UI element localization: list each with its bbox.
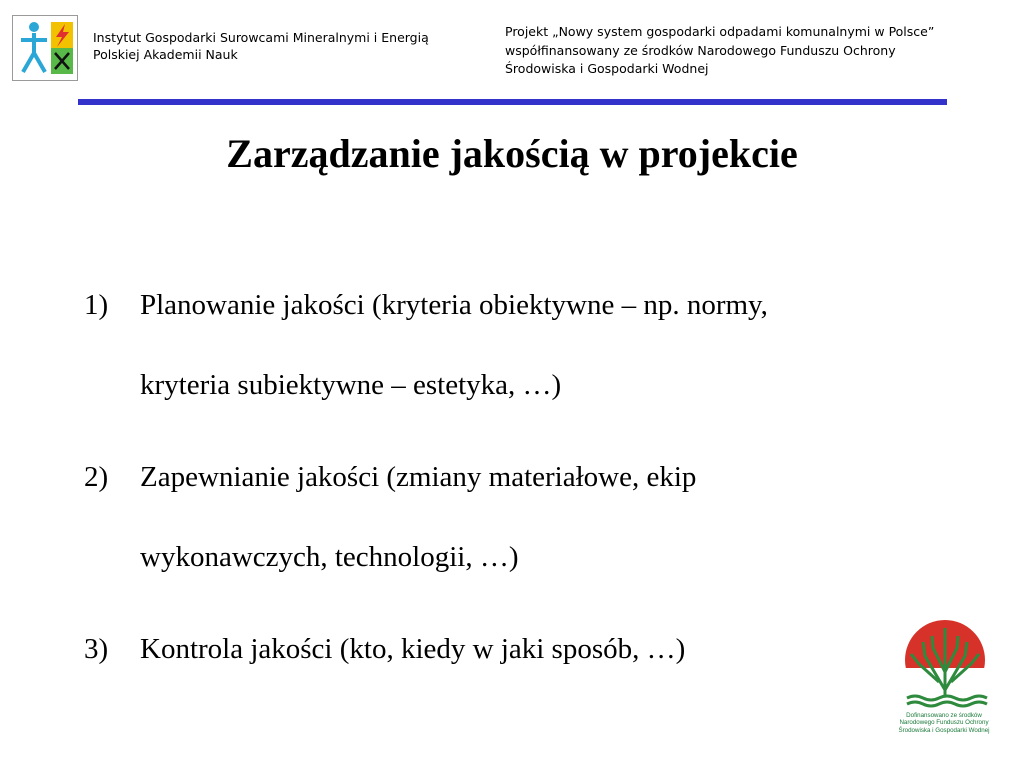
project-info-line3: Środowiska i Gospodarki Wodnej xyxy=(505,61,709,76)
list-item xyxy=(84,265,914,425)
institute-name-line1: Instytut Gospodarki Surowcami Mineralnymi i Energią xyxy=(93,30,429,45)
list-item xyxy=(84,609,914,689)
list-item-text-line1: Planowanie jakości (kryteria obiektywne – np. normy, xyxy=(140,289,768,321)
list-item-text-line1: Zapewnianie jakości (zmiany materiałowe, ekip xyxy=(140,461,697,493)
header-divider xyxy=(78,99,947,105)
quality-list xyxy=(84,265,914,689)
nfosigw-caption xyxy=(898,712,990,734)
nfosigw-caption-line2: Narodowego Funduszu Ochrony xyxy=(899,719,989,727)
institute-logo-icon xyxy=(13,16,77,80)
nfosigw-caption-line1: Dofinansowano ze środków xyxy=(906,712,982,719)
slide-title: Zarządzanie jakością w projekcie xyxy=(226,131,798,176)
list-item-text-line2: kryteria subiektywne – estetyka, …) xyxy=(140,369,562,401)
institute-name-line2: Polskiej Akademii Nauk xyxy=(93,47,238,62)
list-item-number: 1) xyxy=(84,289,109,321)
institute-name xyxy=(93,29,483,63)
nfosigw-caption-line3: Środowiska i Gospodarki Wodnej xyxy=(898,726,990,734)
list-item-number: 3) xyxy=(84,633,109,665)
nfosigw-logo-icon xyxy=(895,612,995,712)
list-item-text-line2: wykonawczych, technologii, …) xyxy=(140,541,519,573)
project-info-line1: Projekt „Nowy system gospodarki odpadami komunalnymi w Polsce” xyxy=(505,24,935,39)
list-item-text-line1: Kontrola jakości (kto, kiedy w jaki sposób, …) xyxy=(140,633,686,665)
list-item xyxy=(84,437,914,597)
project-info-line2: współfinansowany ze środków Narodowego Funduszu Ochrony xyxy=(505,42,896,58)
institute-logo xyxy=(12,15,78,81)
project-info xyxy=(505,23,985,79)
list-item-number: 2) xyxy=(84,461,109,493)
